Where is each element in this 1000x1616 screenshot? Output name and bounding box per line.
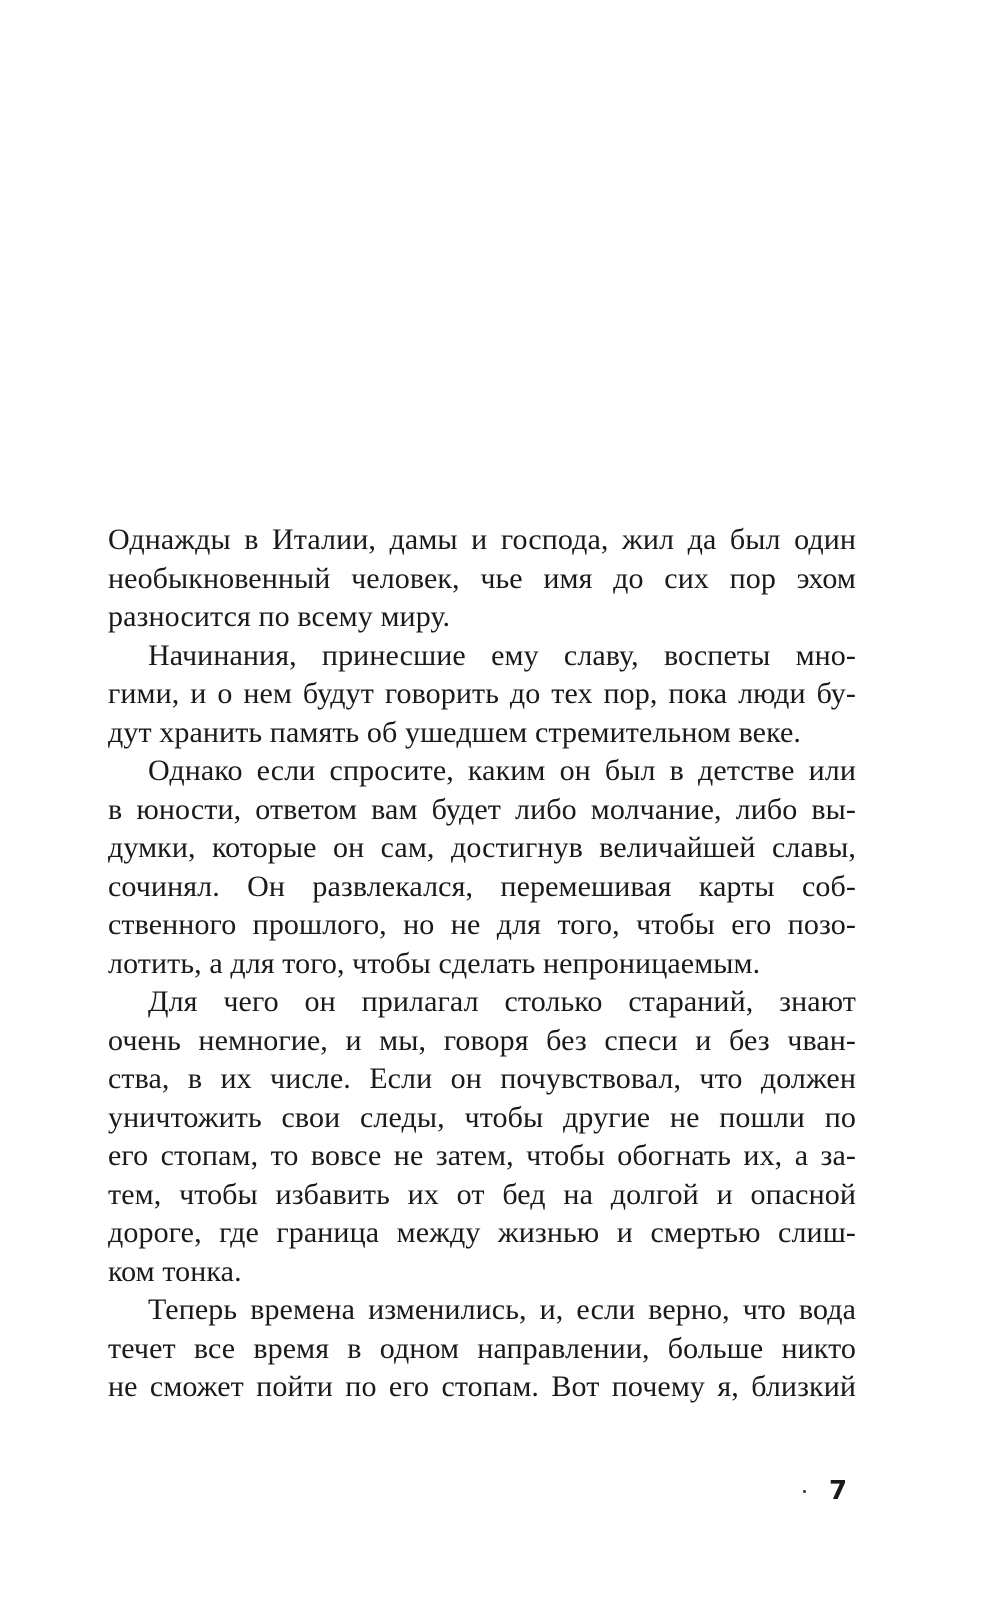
text-line: дороге, где граница между жизнью и смертью слиш- <box>108 1216 856 1249</box>
paragraph-3 <box>108 752 856 983</box>
text-line: ства, в их числе. Если он почувствовал, что должен <box>108 1062 856 1095</box>
text-line: сочинял. Он развлекался, перемешивая карты соб- <box>108 869 856 903</box>
text-line: необыкновенный человек, чье имя до сих пор эхом <box>108 561 856 595</box>
page-number: 7 <box>829 1476 848 1506</box>
body-text <box>108 521 856 1407</box>
folio-dot <box>803 1490 806 1493</box>
text-line: думки, которые он сам, достигнув величайшей славы, <box>108 831 856 864</box>
paragraph-4 <box>108 983 856 1291</box>
text-line: не сможет пойти по его стопам. Вот почему я, близкий <box>108 1370 856 1403</box>
text-line: в юности, ответом вам будет либо молчание, либо вы- <box>108 792 856 826</box>
text-line: Однако если спросите, каким он был в детстве или <box>148 754 856 787</box>
text-line: Однажды в Италии, дамы и господа, жил да был один <box>108 523 856 556</box>
text-line: дут хранить память об ушедшем стремительном веке. <box>108 715 802 749</box>
text-line: ком тонка. <box>108 1254 242 1288</box>
paragraph-2 <box>108 637 856 753</box>
text-line: Для чего он прилагал столько стараний, знают <box>148 985 856 1018</box>
text-line: течет все время в одном направлении, больше никто <box>108 1331 856 1365</box>
text-line: его стопам, то вовсе не затем, чтобы обогнать их, а за- <box>108 1139 856 1172</box>
paragraph-5 <box>108 1291 856 1407</box>
text-line: разносится по всему миру. <box>108 600 451 633</box>
paragraph-1 <box>108 521 856 637</box>
text-line: Начинания, принесшие ему славу, воспеты мно- <box>148 638 856 672</box>
text-line: лотить, а для того, чтобы сделать непроницаемым. <box>108 946 761 980</box>
text-line: ственного прошлого, но не для того, чтобы его позо- <box>108 908 856 941</box>
text-line: Теперь времена изменились, и, если верно, что вода <box>148 1293 856 1326</box>
text-line: тем, чтобы избавить их от бед на долгой и опасной <box>108 1177 856 1211</box>
text-line: гими, и о нем будут говорить до тех пор, пока люди бу- <box>108 677 856 710</box>
text-line: очень немногие, и мы, говоря без спеси и без чван- <box>108 1023 856 1057</box>
text-line: уничтожить свои следы, чтобы другие не пошли по <box>108 1100 856 1134</box>
